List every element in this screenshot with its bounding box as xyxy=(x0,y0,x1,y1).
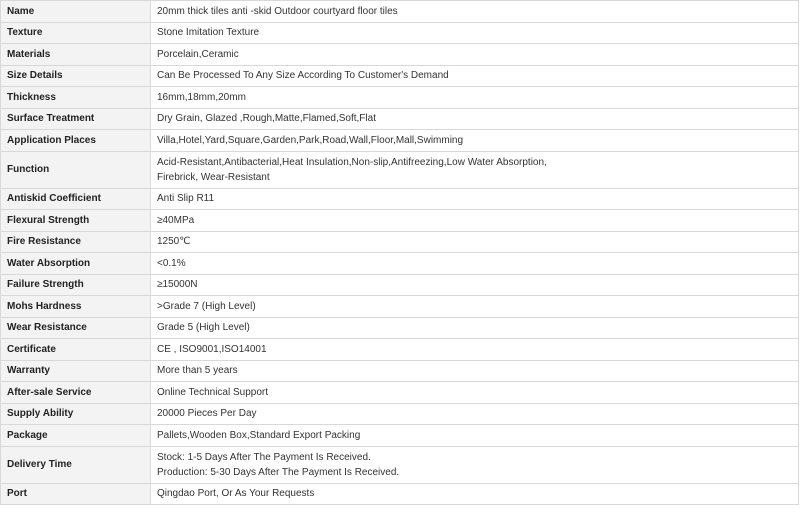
row-value: 1250℃ xyxy=(151,231,799,253)
row-label: Materials xyxy=(1,44,151,66)
row-value-line: Acid-Resistant,Antibacterial,Heat Insulation,Non-slip,Antifreezing,Low Water Absorption, xyxy=(157,156,547,168)
row-label: Package xyxy=(1,425,151,447)
table-row xyxy=(1,274,799,296)
row-label: Texture xyxy=(1,22,151,44)
table-row xyxy=(1,1,799,23)
row-label: Warranty xyxy=(1,360,151,382)
row-value xyxy=(151,151,799,188)
row-label: Thickness xyxy=(1,87,151,109)
table-row xyxy=(1,425,799,447)
table-row xyxy=(1,188,799,210)
row-label: Mohs Hardness xyxy=(1,296,151,318)
table-row xyxy=(1,403,799,425)
row-value: ≥15000N xyxy=(151,274,799,296)
row-value-line: Stock: 1-5 Days After The Payment Is Received. xyxy=(157,451,371,463)
row-value: Porcelain,Ceramic xyxy=(151,44,799,66)
row-label: Function xyxy=(1,151,151,188)
row-value: Qingdao Port, Or As Your Requests xyxy=(151,483,799,505)
row-label: Failure Strength xyxy=(1,274,151,296)
row-value: Stone Imitation Texture xyxy=(151,22,799,44)
table-row xyxy=(1,22,799,44)
table-row xyxy=(1,360,799,382)
table-row xyxy=(1,446,799,483)
row-value: CE , ISO9001,ISO14001 xyxy=(151,339,799,361)
row-label: Water Absorption xyxy=(1,253,151,275)
table-row xyxy=(1,253,799,275)
table-row xyxy=(1,210,799,232)
row-label: Antiskid Coefficient xyxy=(1,188,151,210)
row-label: Surface Treatment xyxy=(1,108,151,130)
table-row xyxy=(1,483,799,505)
row-value: Can Be Processed To Any Size According To Customer's Demand xyxy=(151,65,799,87)
table-row xyxy=(1,231,799,253)
table-row xyxy=(1,108,799,130)
table-row xyxy=(1,339,799,361)
row-label: After-sale Service xyxy=(1,382,151,404)
row-value: 20mm thick tiles anti -skid Outdoor courtyard floor tiles xyxy=(151,1,799,23)
row-label: Delivery Time xyxy=(1,446,151,483)
row-value: 16mm,18mm,20mm xyxy=(151,87,799,109)
row-value: <0.1% xyxy=(151,253,799,275)
row-label: Wear Resistance xyxy=(1,317,151,339)
row-value: Pallets,Wooden Box,Standard Export Packing xyxy=(151,425,799,447)
table-row xyxy=(1,87,799,109)
table-row xyxy=(1,296,799,318)
table-row xyxy=(1,44,799,66)
row-value: More than 5 years xyxy=(151,360,799,382)
row-value: 20000 Pieces Per Day xyxy=(151,403,799,425)
row-label: Application Places xyxy=(1,130,151,152)
row-value: >Grade 7 (High Level) xyxy=(151,296,799,318)
row-value: Dry Grain, Glazed ,Rough,Matte,Flamed,Soft,Flat xyxy=(151,108,799,130)
row-value: ≥40MPa xyxy=(151,210,799,232)
row-value: Online Technical Support xyxy=(151,382,799,404)
row-label: Certificate xyxy=(1,339,151,361)
row-value: Anti Slip R11 xyxy=(151,188,799,210)
row-value-line: Firebrick, Wear-Resistant xyxy=(157,171,270,183)
row-value: Grade 5 (High Level) xyxy=(151,317,799,339)
row-value xyxy=(151,446,799,483)
row-label: Name xyxy=(1,1,151,23)
row-value: Villa,Hotel,Yard,Square,Garden,Park,Road,Wall,Floor,Mall,Swimming xyxy=(151,130,799,152)
row-label: Supply Ability xyxy=(1,403,151,425)
row-label: Size Details xyxy=(1,65,151,87)
row-label: Fire Resistance xyxy=(1,231,151,253)
table-row xyxy=(1,65,799,87)
table-row xyxy=(1,151,799,188)
row-value-line: Production: 5-30 Days After The Payment Is Received. xyxy=(157,466,400,478)
table-row xyxy=(1,317,799,339)
table-row xyxy=(1,130,799,152)
row-label: Flexural Strength xyxy=(1,210,151,232)
row-label: Port xyxy=(1,483,151,505)
table-row xyxy=(1,382,799,404)
